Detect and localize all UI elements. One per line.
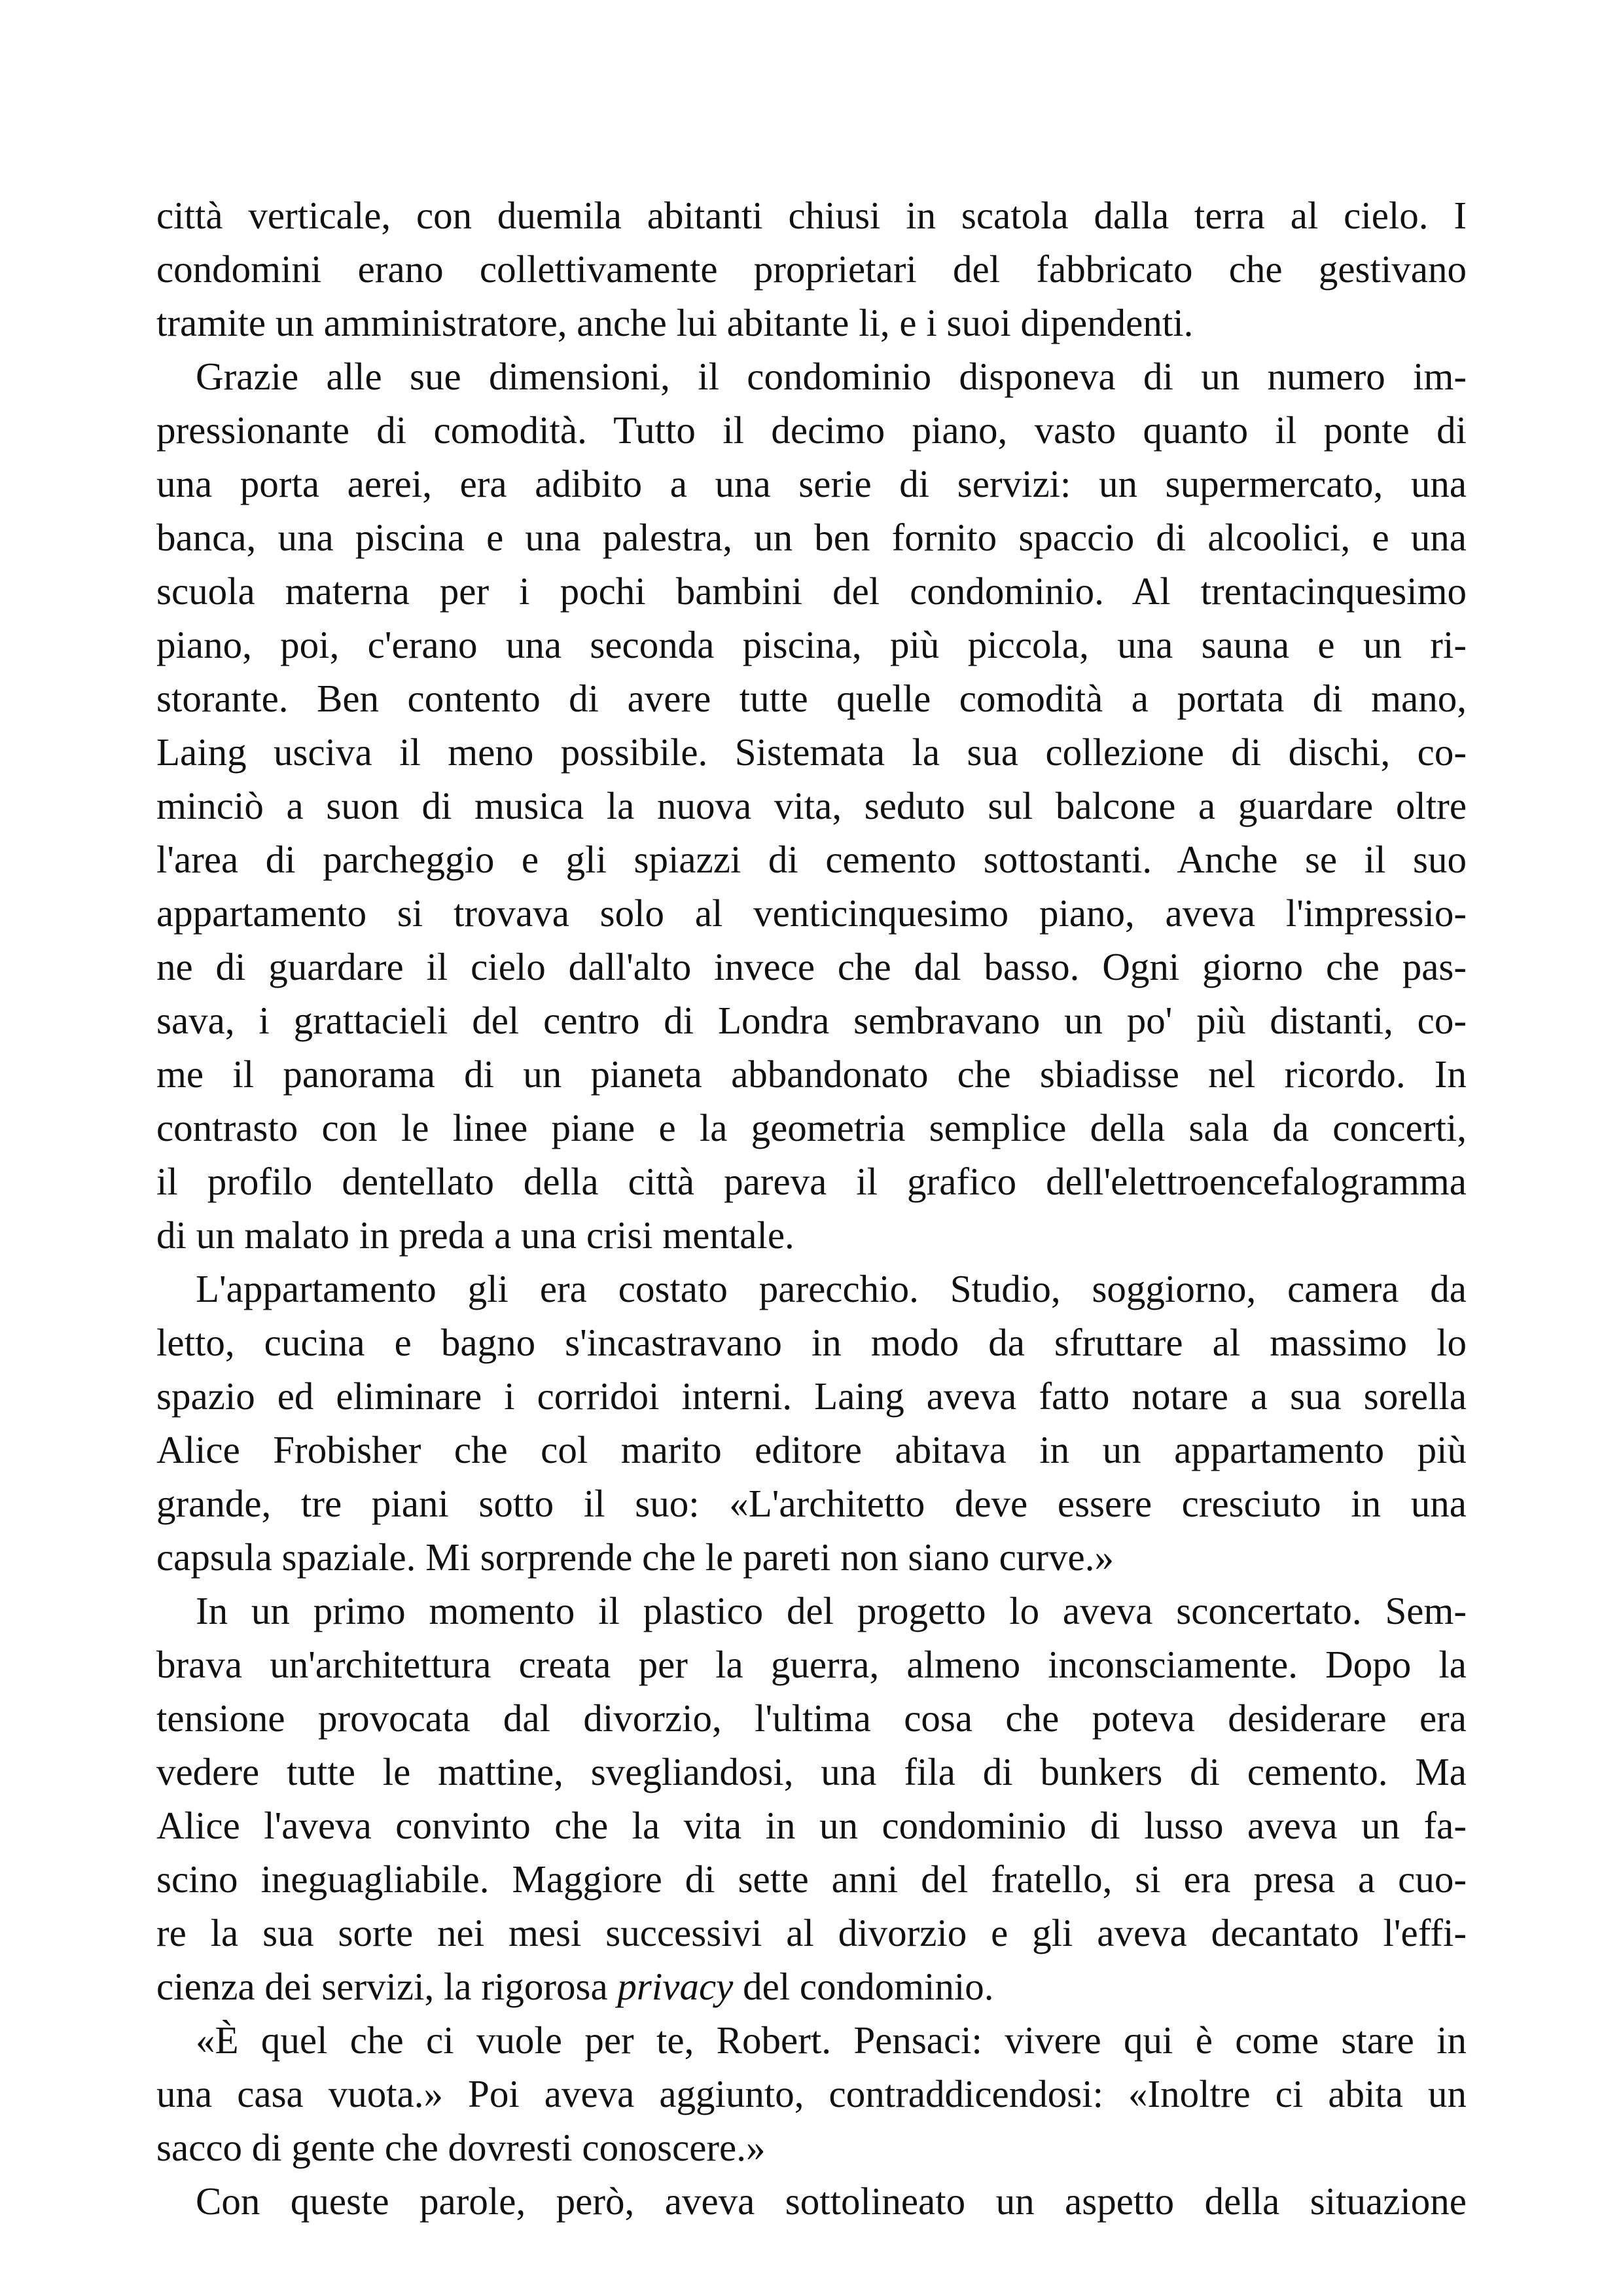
paragraph-1	[156, 188, 1467, 350]
text-line: appartamento si trovava solo al venticinquesimo piano, aveva l'impressio-	[156, 891, 1467, 935]
paragraph-5	[156, 2013, 1467, 2174]
text-line: condomini erano collettivamente proprietari del fabbricato che gestivano	[156, 247, 1467, 291]
text-line: L'appartamento gli era costato parecchio. Studio, soggiorno, camera da	[196, 1267, 1467, 1310]
text-line: brava un'architettura creata per la guerra, almeno inconsciamente. Dopo la	[156, 1643, 1467, 1686]
text-line: minciò a suon di musica la nuova vita, seduto sul balcone a guardare oltre	[156, 784, 1467, 827]
text-line: sacco di gente che dovresti conoscere.»	[156, 2126, 766, 2169]
text-line: storante. Ben contento di avere tutte quelle comodità a portata di mano,	[156, 677, 1467, 720]
text-line: Laing usciva il meno possibile. Sistemata la sua collezione di dischi, co-	[156, 730, 1467, 774]
text-line: una porta aerei, era adibito a una serie di servizi: un supermercato, una	[156, 462, 1467, 505]
text-segment: cienza dei servizi, la rigorosa	[156, 1965, 618, 2008]
text-line: scino ineguagliabile. Maggiore di sette anni del fratello, si era presa a cuo-	[156, 1857, 1467, 1901]
text-line: il profilo dentellato della città pareva il grafico dell'elettroencefalogramma	[156, 1160, 1467, 1203]
text-line: scuola materna per i pochi bambini del condominio. Al trentacinquesimo	[156, 569, 1467, 613]
text-line: grande, tre piani sotto il suo: «L'architetto deve essere cresciuto in una	[156, 1482, 1467, 1525]
text-line: capsula spaziale. Mi sorprende che le pareti non siano curve.»	[156, 1535, 1114, 1579]
text-line: sava, i grattacieli del centro di Londra sembravano un po' più distanti, co-	[156, 999, 1467, 1042]
text-line: letto, cucina e bagno s'incastravano in modo da sfruttare al massimo lo	[156, 1321, 1467, 1364]
text-line: l'area di parcheggio e gli spiazzi di cemento sottostanti. Anche se il suo	[156, 838, 1467, 881]
text-line: tensione provocata dal divorzio, l'ultima cosa che poteva desiderare era	[156, 1696, 1467, 1740]
text-line: banca, una piscina e una palestra, un ben fornito spaccio di alcoolici, e una	[156, 516, 1467, 559]
text-line: Grazie alle sue dimensioni, il condominio disponeva di un numero im-	[196, 355, 1467, 398]
paragraph-6	[156, 2174, 1467, 2228]
text-line: pressionante di comodità. Tutto il decimo piano, vasto quanto il ponte di	[156, 408, 1467, 452]
text-line: di un malato in preda a una crisi mentale.	[156, 1213, 794, 1257]
paragraph-2	[156, 350, 1467, 1262]
text-line: piano, poi, c'erano una seconda piscina, più piccola, una sauna e un ri-	[156, 623, 1467, 666]
text-line: re la sua sorte nei mesi successivi al divorzio e gli aveva decantato l'effi-	[156, 1911, 1467, 1954]
text-line: città verticale, con duemila abitanti chiusi in scatola dalla terra al cielo. I	[156, 194, 1467, 237]
text-line: una casa vuota.» Poi aveva aggiunto, contraddicendosi: «Inoltre ci abita un	[156, 2072, 1467, 2115]
text-line: spazio ed eliminare i corridoi interni. Laing aveva fatto notare a sua sorella	[156, 1374, 1467, 1418]
paragraph-4	[156, 1584, 1467, 2013]
book-page	[156, 188, 1467, 2228]
text-line: «È quel che ci vuole per te, Robert. Pensaci: vivere qui è come stare in	[196, 2018, 1467, 2062]
text-line: vedere tutte le mattine, svegliandosi, una fila di bunkers di cemento. Ma	[156, 1750, 1467, 1793]
text-line: Alice l'aveva convinto che la vita in un condominio di lusso aveva un fa-	[156, 1804, 1467, 1847]
text-line: ne di guardare il cielo dall'alto invece che dal basso. Ogni giorno che pas-	[156, 945, 1467, 988]
text-line: tramite un amministratore, anche lui abitante li, e i suoi dipendenti.	[156, 301, 1194, 344]
text-line: contrasto con le linee piane e la geometria semplice della sala da concerti,	[156, 1106, 1467, 1149]
text-line: Con queste parole, però, aveva sottolineato un aspetto della situazione	[196, 2179, 1467, 2223]
text-line: me il panorama di un pianeta abbandonato che sbiadisse nel ricordo. In	[156, 1052, 1467, 1096]
paragraph-3	[156, 1262, 1467, 1584]
text-line	[156, 1960, 1467, 2013]
text-segment: del condominio.	[733, 1965, 994, 2008]
text-line: Alice Frobisher che col marito editore abitava in un appartamento più	[156, 1428, 1467, 1471]
text-line: In un primo momento il plastico del progetto lo aveva sconcertato. Sem-	[196, 1589, 1467, 1632]
italic-word: privacy	[617, 1965, 734, 2008]
